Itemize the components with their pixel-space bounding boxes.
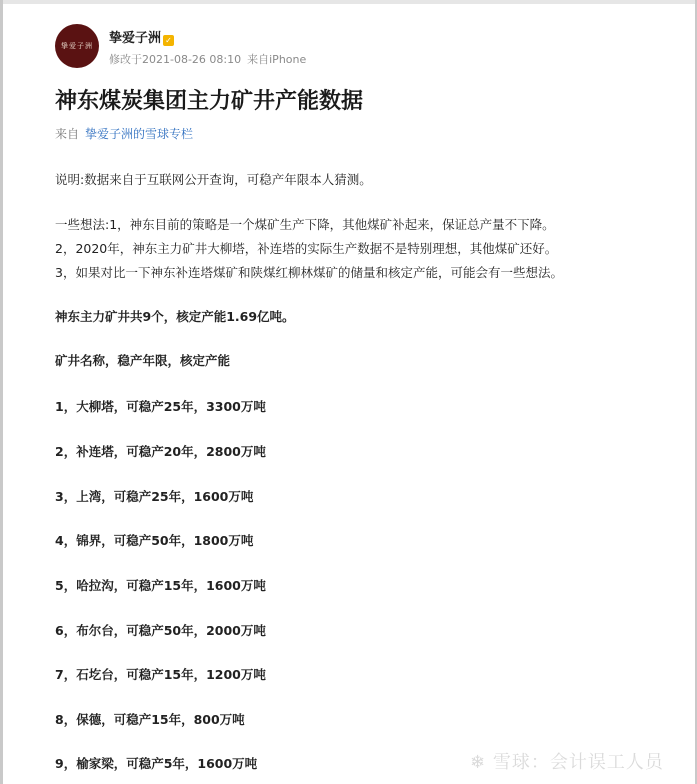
source-prefix: 来自 <box>55 127 80 141</box>
window-top-edge <box>0 0 697 4</box>
mine-item-4: 4，锦界，可稳产50年，1800万吨 <box>55 533 254 548</box>
watermark-text: 雪球：会计误工人员 <box>492 752 664 773</box>
mine-item-1: 1，大柳塔，可稳产25年，3300万吨 <box>55 399 266 414</box>
post-date: 修改于2021-08-26 08:10 <box>109 53 242 66</box>
author-name[interactable]: 挚爱子洲 <box>109 31 162 46</box>
snowball-logo-icon: ❄ <box>470 752 487 773</box>
avatar-text: 挚爱子洲 <box>61 42 93 50</box>
author-block <box>109 27 306 67</box>
article-title: 神东煤炭集团主力矿井产能数据 <box>55 89 364 114</box>
summary-line: 神东主力矿井共9个，核定产能1.69亿吨。 <box>55 309 295 324</box>
note-paragraph: 说明:数据来自于互联网公开查询，可稳产年限本人猜测。 <box>55 172 372 187</box>
post-device: 来自iPhone <box>247 53 307 66</box>
mine-item-7: 7，石圪台，可稳产15年，1200万吨 <box>55 667 266 682</box>
mine-item-6: 6，布尔台，可稳产50年，2000万吨 <box>55 623 266 638</box>
verified-badge-icon: ✓ <box>163 35 174 46</box>
thought-3: 3，如果对比一下神东补连塔煤矿和陕煤红柳林煤矿的储量和核定产能，可能会有一些想法。 <box>55 265 563 280</box>
list-header: 矿井名称，稳产年限，核定产能 <box>55 353 231 368</box>
avatar[interactable] <box>55 24 99 68</box>
article-source <box>55 125 193 142</box>
thought-1: 一些想法:1，神东目前的策略是一个煤矿生产下降，其他煤矿补起来，保证总产量不下降。 <box>55 217 555 232</box>
mine-item-3: 3，上湾，可稳产25年，1600万吨 <box>55 489 254 504</box>
mine-item-5: 5，哈拉沟，可稳产15年，1600万吨 <box>55 578 266 593</box>
mine-item-9: 9，榆家梁，可稳产5年，1600万吨 <box>55 756 258 771</box>
post-meta <box>109 51 306 67</box>
window-left-edge <box>0 0 3 784</box>
mine-item-2: 2，补连塔，可稳产20年，2800万吨 <box>55 444 266 459</box>
xueqiu-watermark <box>470 748 664 774</box>
source-column-link[interactable]: 挚爱子洲的雪球专栏 <box>85 127 194 141</box>
mine-item-8: 8，保德，可稳产15年，800万吨 <box>55 712 245 727</box>
thought-2: 2，2020年，神东主力矿井大柳塔，补连塔的实际生产数据不是特别理想，其他煤矿还好。 <box>55 241 558 256</box>
